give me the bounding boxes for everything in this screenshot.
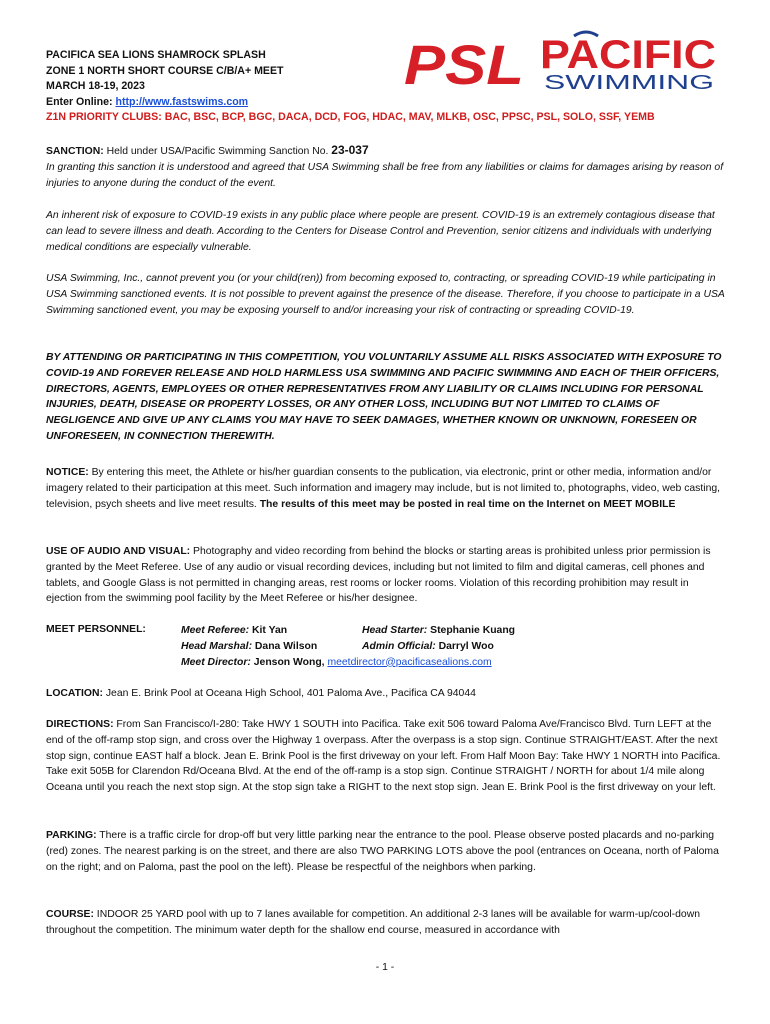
notice-results: The results of this meet may be posted in real time on the Internet on MEET MOBILE (259, 498, 676, 510)
meet-dates: MARCH 18-19, 2023 (46, 80, 145, 93)
marshal-role: Head Marshal: (181, 640, 253, 652)
location-text: Jean E. Brink Pool at Oceana High School, 401 Paloma Ave., Pacifica CA 94044 (102, 688, 476, 699)
meet-title: PACIFICA SEA LIONS SHAMROCK SPLASH (46, 49, 266, 61)
sanction-number: 23-037 (331, 143, 369, 157)
audio-visual-section (46, 544, 726, 607)
referee-role: Meet Referee: (181, 625, 250, 636)
course-section (46, 907, 726, 939)
directions-text: From San Francisco/I-280: Take HWY 1 SOUTH into Pacifica. Take exit 506 toward Paloma Ave/Francisco Blvd. Turn LEFT at the end of the off-ramp stop sign, and cross over the Highway 1 overpass. After the overpass is a stop sign. Continue STRAIGHT/EAST. After the next stop sign, continue EAST half a block. Jean E. Brink Pool is the first driveway on your left. From Half Moon Bay: Take HWY 1 NORTH into Pacifica. Take exit 505B for Clarendon Rd/Oceana Blvd. At the end of the off-ramp is a stop sign. Continue STRAIGHT / NORTH for about 1/4 mile along Oceana until you reach the next stop sign. At the stop sign take a RIGHT to the next stop sign. Jean E. Brink Pool is the first driveway on your left. (46, 719, 721, 794)
sanction-waiver: In granting this sanction it is understood and agreed that USA Swimming shall be free from any liabilities or claims for damages arising by reason of injuries to anyone during the conduct of the event. (46, 161, 724, 189)
meet-subtitle: ZONE 1 NORTH SHORT COURSE C/B/A+ MEET (46, 64, 284, 77)
directions-section (46, 717, 726, 796)
admin-name: Darryl Woo (435, 640, 494, 652)
course-text: INDOOR 25 YARD pool with up to 7 lanes available for competition. An additional 2-3 lanes will be available for warm-up/cool-down throughout the competition. The minimum water depth for the shallow end course, measured in accordance with (46, 909, 700, 936)
enter-online-label: Enter Online: (46, 95, 116, 108)
sanction-section (46, 143, 726, 191)
swimming-logo-text: SWIMMING (544, 72, 714, 92)
pacific-logo-text: PACIFIC (540, 33, 716, 77)
personnel-label: MEET PERSONNEL: (46, 624, 146, 635)
director-email-link[interactable]: meetdirector@pacificasealions.com (327, 656, 492, 668)
psl-logo-text: PSL (404, 34, 524, 92)
director-role: Meet Director: (181, 656, 251, 668)
location-label: LOCATION: (46, 688, 103, 699)
parking-section (46, 828, 726, 875)
starter-name: Stephanie Kuang (427, 625, 516, 636)
page-number: - 1 - (375, 962, 395, 973)
psl-logo (402, 34, 528, 92)
covid-paragraph-2: USA Swimming, Inc., cannot prevent you (or your child(ren)) from becoming exposed to, contracting, or spreading COVID-19 while participating in USA Swimming sanctioned events. It is not possible to prevent against the presence of the disease. Therefore, if you choose to participate in a USA Swimming sanctioned event, you may be exposing yourself to and/or increasing your risk of contracting or spreading COVID-19. (46, 273, 725, 316)
enter-online (46, 95, 655, 111)
covid-release: BY ATTENDING OR PARTICIPATING IN THIS COMPETITION, YOU VOLUNTARILY ASSUME ALL RISKS ASSOCIATED WITH EXPOSURE TO COVID-19 AND FOREVER RELEASE AND HOLD HARMLESS USA SWIMMING AND PACIFIC SWIMMING AND EACH OF THEIR OFFICERS, DIRECTORS, AGENTS, EMPLOYEES OR OTHER REPRESENTATIVES FROM ANY LIABILITY OR CLAIMS INCLUDING FOR PERSONAL INJURIES, DEATH, DISEASE OR PROPERTY LOSSES, OR ANY OTHER LOSS, INCLUDING BUT NOT LIMITED TO CLAIMS OF NEGLIGENCE AND GIVE UP ANY CLAIMS YOU MAY HAVE TO SEEK DAMAGES, WHETHER KNOWN OR UNKNOWN, FORESEEN OR UNFORESEEN, IN CONNECTION THEREWITH. (46, 352, 722, 442)
referee-name: Kit Yan (249, 625, 288, 636)
fastswims-link[interactable]: http://www.fastswims.com (115, 95, 249, 108)
marshal-name: Dana Wilson (252, 640, 318, 652)
starter-role: Head Starter: (362, 625, 428, 636)
covid-paragraph-1: An inherent risk of exposure to COVID-19 exists in any public place where people are present. COVID-19 is an extremely contagious disease that can lead to severe illness and death. According to the Centers for Disease Control and Prevention, senior citizens and individuals with underlying medical conditions are especially vulnerable. (46, 210, 715, 253)
directions-label: DIRECTIONS: (46, 719, 114, 730)
audio-visual-text: Photography and video recording from behind the blocks or starting areas is prohibited unless prior permission is granted by the Meet Referee. Use of any audio or visual recording devices, including but not limited to film and digital cameras, cell phones and tablets, and Google Glass is not permitted in changing areas, rest rooms or locker rooms. Violation of this recording prohibition may result in ejection from the swimming pool facility by the Meet Referee or his/her designee. (46, 546, 711, 605)
course-label: COURSE: (46, 909, 94, 920)
sanction-text: Held under USA/Pacific Swimming Sanction No. (103, 146, 332, 157)
director-name: Jenson Wong, (250, 656, 328, 668)
audio-visual-label: USE OF AUDIO AND VISUAL: (46, 546, 191, 557)
notice-section (46, 465, 726, 512)
parking-text: There is a traffic circle for drop-off but very little parking near the entrance to the pool. Please observe posted placards and no-parking (red) zones. The nearest parking is on the street, and there are also TWO PARKING LOTS above the pool (entrances on Oceana, north of Paloma on the right; and on Paloma, past the pool on the left). Please be respectful of the neighbors when parking. (46, 830, 719, 873)
parking-label: PARKING: (46, 830, 97, 841)
admin-role: Admin Official: (362, 640, 436, 652)
notice-text: By entering this meet, the Athlete or his/her guardian consents to the publication, via electronic, print or other media, information and/or imagery related to their participation at this meet. Such information and imagery may include, but is not limited to, photographs, video, web casting, television, psych sheets and live meet results. (46, 467, 721, 510)
personnel-column-right (362, 623, 515, 655)
location-section (46, 686, 726, 702)
priority-clubs: Z1N PRIORITY CLUBS: BAC, BSC, BCP, BGC, DACA, DCD, FOG, HDAC, MAV, MLKB, OSC, PPSC, PSL, SOLO, SSF, YEMB (46, 111, 655, 124)
notice-label: NOTICE: (46, 467, 89, 478)
pacific-swimming-logo (534, 30, 720, 92)
sanction-label: SANCTION: (46, 146, 104, 157)
